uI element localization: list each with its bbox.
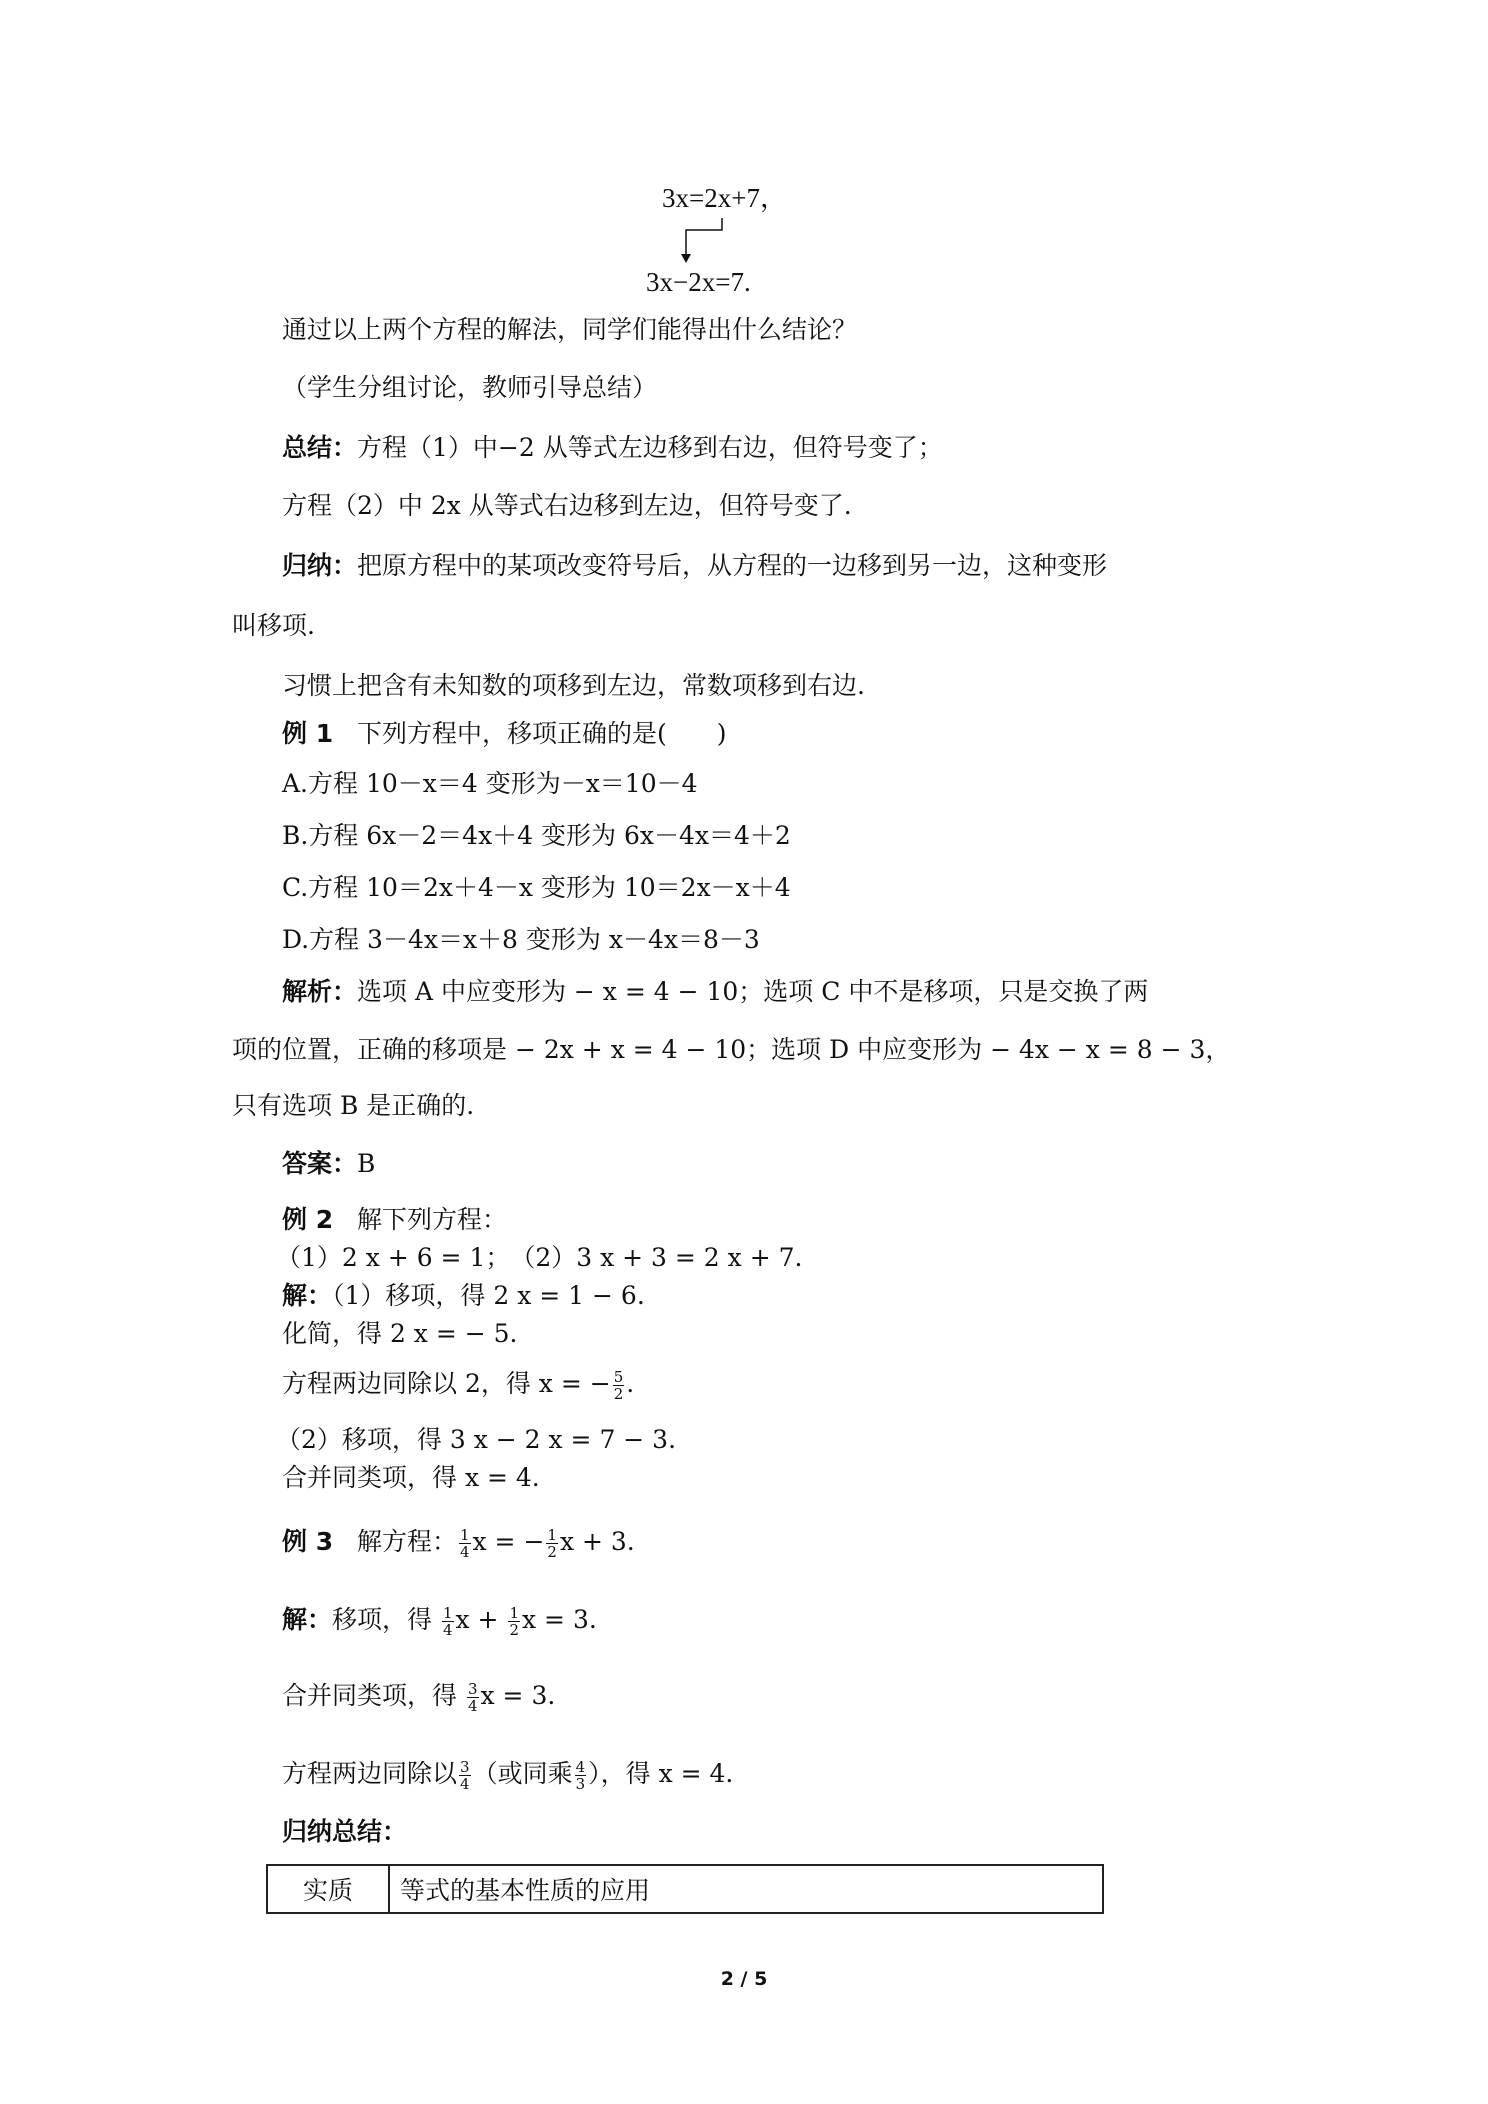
example-1-question: [282, 718, 726, 750]
equation-top: 3x=2x+7，: [662, 183, 787, 213]
summary-table: [266, 1864, 1104, 1914]
summary-label: 总结：: [282, 433, 358, 462]
option-c: C.方程 10＝2x＋4－x 变形为 10＝2x－x＋4: [282, 873, 791, 902]
fraction: $\frac{1}{4}$: [442, 1604, 453, 1639]
page-number: 2 / 5: [720, 1968, 768, 1990]
option-a: A.方程 10－x＝4 变形为－x＝10－4: [282, 769, 698, 798]
example-3-solution-1: 解：移项，得 $\frac{1}{4}$ x + $\frac{1}{2}$ x = 3.: [282, 1604, 597, 1639]
example-3-solution-3: 方程两边同除以 $\frac{3}{4}$ （或同乘 $\frac{4}{3}$ ），得 x = 4.: [282, 1758, 734, 1793]
question-paragraph: 通过以上两个方程的解法，同学们能得出什么结论？: [282, 315, 858, 344]
example-2-solution-1: [282, 1280, 645, 1312]
option-d: D.方程 3－4x＝x＋8 变形为 x－4x＝8－3: [282, 925, 760, 954]
example-3-label: 例 3: [282, 1527, 334, 1556]
fraction: $\frac{4}{3}$: [575, 1758, 586, 1793]
summary-line-1: [282, 432, 943, 464]
example-2-text: 解下列方程：: [356, 1205, 507, 1234]
example-1-label: 例 1: [282, 719, 334, 748]
fraction: $\frac{1}{2}$: [509, 1604, 520, 1639]
analysis-line-3: 只有选项 B 是正确的.: [232, 1091, 475, 1120]
example-3-question: 例 3 解方程： $\frac{1}{4}$ x = − $\frac{1}{2}$ x + 3.: [282, 1526, 635, 1561]
fraction: $\frac{3}{4}$: [460, 1758, 470, 1793]
conclusion-heading: 归纳总结：: [282, 1817, 408, 1846]
solution-label: 解：: [282, 1605, 333, 1634]
equation-bottom: 3x−2x=7.: [646, 267, 751, 297]
example-2-solution-4: （2）移项，得 3 x − 2 x = 7 − 3.: [276, 1425, 677, 1454]
fraction: $\frac{3}{4}$: [467, 1680, 478, 1715]
fraction: $\frac{1}{2}$: [547, 1526, 557, 1561]
example-3-solution-2: 合并同类项，得 $\frac{3}{4}$ x = 3.: [282, 1680, 556, 1715]
example-2-question: [282, 1204, 507, 1236]
step-text: 方程两边同除以 2，得 x = −: [282, 1369, 611, 1398]
analysis-label: 解析：: [282, 977, 358, 1006]
fraction: $\frac{5}{2}$: [613, 1368, 624, 1403]
option-b: B.方程 6x－2＝4x＋4 变形为 6x－4x＝4＋2: [282, 821, 791, 850]
example-2-label: 例 2: [282, 1205, 334, 1234]
example-2-solution-2: 化简，得 2 x = − 5.: [282, 1319, 518, 1348]
discussion-note: （学生分组讨论，教师引导总结）: [282, 373, 658, 402]
induction-text: 把原方程中的某项改变符号后，从方程的一边移到另一边，这种变形: [357, 551, 1108, 580]
table-row: [267, 1865, 1103, 1913]
answer-value: B: [357, 1149, 376, 1178]
table-cell-content: 等式的基本性质的应用: [389, 1865, 1103, 1913]
solution-label: 解：: [282, 1281, 333, 1310]
analysis-text-1: 选项 A 中应变形为 − x = 4 − 10；选项 C 中不是移项，只是交换了两: [357, 977, 1149, 1006]
example-2-solution-5: 合并同类项，得 x = 4.: [282, 1463, 540, 1492]
induction-line-2: 叫移项.: [232, 611, 315, 640]
answer-label: 答案：: [282, 1149, 358, 1178]
induction-line-1: [282, 550, 1107, 582]
summary-text: 方程（1）中−2 从等式左边移到右边，但符号变了；: [357, 433, 943, 462]
table-cell-label: 实质: [267, 1865, 389, 1913]
example-1-text: 下列方程中，移项正确的是( ): [356, 719, 727, 748]
solution-step: （1）移项，得 2 x = 1 − 6.: [332, 1281, 645, 1310]
summary-line-2: 方程（2）中 2x 从等式右边移到左边，但符号变了.: [282, 491, 852, 520]
example-2-solution-3: 方程两边同除以 2，得 x = − $\frac{5}{2}$ .: [282, 1368, 635, 1403]
fraction: $\frac{1}{4}$: [459, 1526, 470, 1561]
habit-paragraph: 习惯上把含有未知数的项移到左边，常数项移到右边.: [282, 671, 865, 700]
analysis-line-2: 项的位置，正确的移项是 − 2x + x = 4 − 10；选项 D 中应变形为 − 4x − x = 8 − 3，: [232, 1035, 1231, 1064]
example-2-problems: （1）2 x + 6 = 1； （2）3 x + 3 = 2 x + 7.: [276, 1243, 803, 1272]
answer-line: [282, 1148, 375, 1180]
analysis-line-1: [282, 976, 1148, 1008]
induction-label: 归纳：: [282, 551, 358, 580]
transposition-arrow-icon: [680, 216, 740, 266]
